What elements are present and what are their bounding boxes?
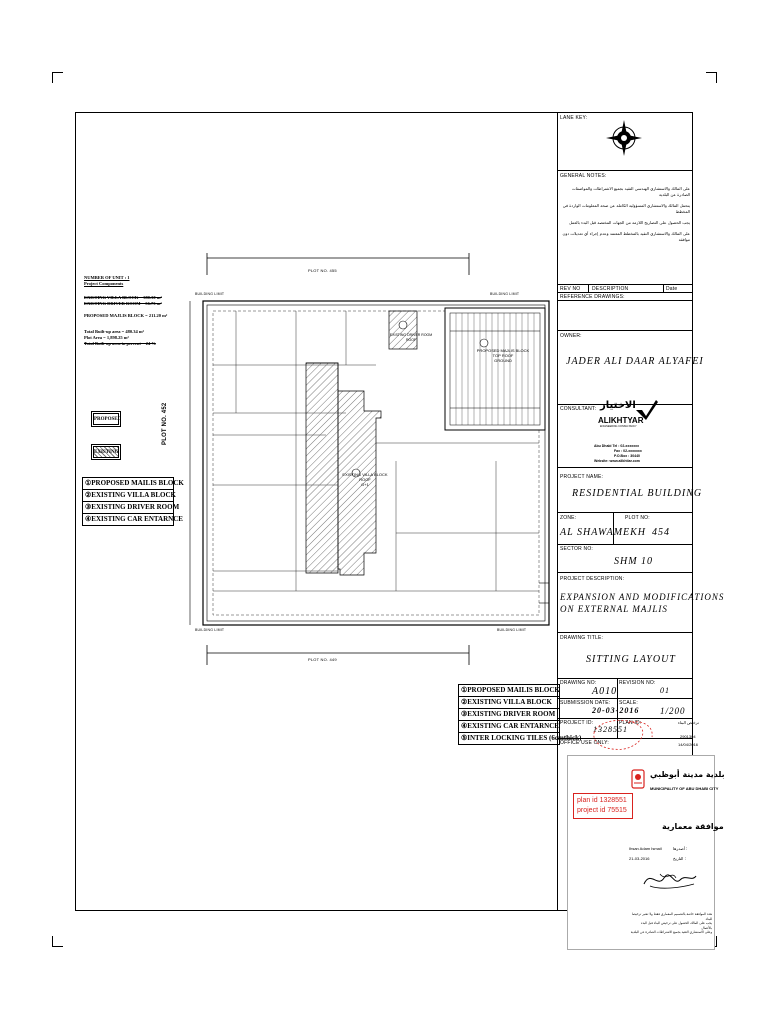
submission-date: 20-03-2016 xyxy=(592,706,640,715)
issued-label: أصدرها : xyxy=(673,846,688,851)
summary-line: Total Built-up area in percent = 24 % xyxy=(84,341,156,346)
consultant-subtitle: ENGINEERING CONSULTANCY xyxy=(600,425,637,428)
signature-icon xyxy=(640,866,700,892)
plan-project-id-box xyxy=(573,793,633,819)
villa-label-line: EXISTING VILLA BLOCK xyxy=(342,472,388,477)
scale-value: 1/200 xyxy=(660,706,686,716)
contact-line: Website: www.alikhtiar.com xyxy=(594,459,640,463)
note-line: على المالك والاستشاري الهندسي التقيد بجميع الاشتراطات والمواصفات الصادرة عن البلدية xyxy=(571,186,690,197)
drawing-no: A010 xyxy=(592,686,618,697)
crop-mark-top-left xyxy=(52,72,63,83)
note-line: يجب الحصول على التصاريح اللازمة من الجهات المختصة قبل البدء بالعمل xyxy=(569,220,690,225)
contact-line: Abu Dhabi Tel : 02-xxxxxxx xyxy=(594,444,640,448)
summary-line: EXISTING VILLA BLOCK = 380.30 m² xyxy=(84,295,162,300)
zone-value: AL SHAWAMEKH xyxy=(560,527,647,538)
approval-arabic: موافقة معمارية xyxy=(662,822,724,831)
legend-left xyxy=(82,477,184,526)
plan-id-text: plan id 1328551 xyxy=(577,797,627,804)
building-limit-label-bl: BUILDING LIMIT xyxy=(195,628,225,632)
approver-name: Ihsan Adam Ismail xyxy=(629,846,662,851)
existing-swatch xyxy=(91,444,121,460)
plot-bottom-label: PLOT NO. 449 xyxy=(308,657,337,662)
consultant-name: ALIKHTYAR xyxy=(598,416,644,425)
general-notes-label: GENERAL NOTES: xyxy=(560,173,607,179)
contact-line: Fax : 02-xxxxxxx xyxy=(614,449,642,453)
approval-date: 21-03-2016 xyxy=(629,856,650,861)
drawing-title: SITTING LAYOUT xyxy=(586,654,676,665)
drawing-title-label: DRAWING TITLE: xyxy=(560,635,604,641)
owner-label: OWNER: xyxy=(560,333,582,339)
consultant-contact xyxy=(594,444,642,464)
majlis-label-line: PROPOSED MAJLIS BLOCK xyxy=(476,348,530,353)
scale-label: SCALE: xyxy=(619,700,638,706)
project-description-label: PROJECT DESCRIPTION: xyxy=(560,576,625,582)
stamp-top-ref: 2901304 xyxy=(680,734,696,739)
description-line: EXPANSION AND MODIFICATIONS xyxy=(560,592,725,602)
plot-side-label: PLOT NO. 452 xyxy=(162,402,168,445)
plot-value: 454 xyxy=(652,527,670,538)
revision-no-label: REVISION NO: xyxy=(619,680,656,686)
summary-line: Total Built-up area = 480.34 m² xyxy=(84,329,144,334)
plan-id-label: PLAN ID: xyxy=(619,720,642,726)
municipality-english: MUNICIPALITY OF ABU DHABI CITY xyxy=(650,786,719,791)
stamp-top-label: ترخيص البناء xyxy=(678,720,699,725)
description-header: DESCRIPTION xyxy=(592,286,629,292)
legend-item: ③EXISTING DRIVER ROOM xyxy=(459,709,559,721)
footer-line: يجب على المالك الحصول على ترخيص البناء قبل البدء بالأعمال xyxy=(640,921,712,930)
reference-drawings-label: REFERENCE DRAWINGS: xyxy=(560,294,625,300)
drawing-no-label: DRAWING NO: xyxy=(560,680,597,686)
summary-line: EXISTING DRIVER ROOM = 56.73 m² xyxy=(84,301,162,306)
number-of-unit: NUMBER OF UNIT : 1 xyxy=(84,275,130,280)
building-limit-label-br: BUILDING LIMIT xyxy=(497,628,527,632)
consultant-label: CONSULTANT: xyxy=(560,406,597,412)
majlis-block-label xyxy=(468,348,538,363)
proposed-swatch xyxy=(91,411,121,427)
project-id-label: PROJECT ID: xyxy=(560,720,594,726)
plot-top-label: PLOT NO. 455 xyxy=(308,268,337,273)
owner-name: JADER ALI DAAR ALYAFEI xyxy=(566,356,704,367)
legend-item: ④EXISTING CAR ENTARNCE xyxy=(459,721,559,733)
legend-item: ⑤INTER LOCKING TILES (6cmthick) xyxy=(461,734,582,742)
project-id-text: project id 75515 xyxy=(577,807,627,814)
driver-label-line: EXISTING DRIVER ROOM xyxy=(389,333,433,337)
project-name-label: PROJECT NAME: xyxy=(560,474,604,480)
crop-mark-top-right xyxy=(706,72,717,83)
project-name: RESIDENTIAL BUILDING xyxy=(572,488,703,499)
crop-mark-bottom-left xyxy=(52,936,63,947)
existing-swatch-label: EXISTING xyxy=(93,446,119,458)
note-line: على المالك والاستشاري التقيد بالمخطط المعتمد وعدم إجراء أي تعديلات دون موافقة xyxy=(562,231,690,242)
summary-line: PROPOSED MAJLIS BLOCK = 211.20 m² xyxy=(84,313,168,318)
legend-item: ③EXISTING DRIVER ROOM xyxy=(83,502,173,514)
legend-item: ①PROPOSED MAILIS BLOCK xyxy=(459,685,559,697)
legend-item: ①PROPOSED MAILIS BLOCK xyxy=(83,478,173,490)
unit-summary xyxy=(84,275,174,347)
proposed-swatch-label: PROPOSED xyxy=(93,413,119,425)
red-annotation-scribble xyxy=(588,715,658,755)
plot-label: PLOT NO: xyxy=(625,515,650,521)
north-compass-icon xyxy=(604,118,644,158)
date-header: Date xyxy=(666,286,678,292)
description-line: ON EXTERNAL MAJLIS xyxy=(560,604,668,614)
municipality-arabic: بلدية مدينة أبوظبي xyxy=(650,770,725,779)
legend-item: ④EXISTING CAR ENTARNCE xyxy=(85,515,183,523)
footer-line: وعلى الاستشاري التقيد بجميع الاشتراطات الصادرة عن البلدية xyxy=(630,930,712,934)
revision-no: 01 xyxy=(660,686,670,695)
villa-block-label xyxy=(335,472,395,487)
project-components: Project Components xyxy=(84,281,124,286)
consultant-arabic: الاختيار xyxy=(600,400,636,411)
consultant-logo xyxy=(592,400,672,430)
footer-line: هذه الموافقة خاصة بالتصميم المعماري فقط ولا تعتبر ترخيصا للبناء xyxy=(631,912,712,921)
stamp-footer xyxy=(630,912,712,935)
key-plan-label: LANE KEY: xyxy=(560,115,588,121)
submission-date-label: SUBMISSION DATE: xyxy=(560,700,611,706)
majlis-label-line: GROUND xyxy=(494,358,512,363)
zone-label: ZONE: xyxy=(560,515,577,521)
note-line: يتحمل المالك والاستشاري المسؤولية الكاملة عن صحة المعلومات الواردة في المخطط xyxy=(562,203,690,214)
sector-label: SECTOR NO: xyxy=(560,546,594,552)
rev-no-header: REV NO xyxy=(560,286,581,292)
project-description xyxy=(560,591,724,615)
villa-label-line: ROOF xyxy=(359,477,371,482)
driver-room-label xyxy=(386,333,436,343)
legend-item: ②EXISTING VILLA BLOCK xyxy=(459,697,559,709)
municipality-emblem-icon xyxy=(628,768,648,790)
sector-value: SHM 10 xyxy=(614,556,654,567)
stamp-top-date: 14/04/2016 xyxy=(678,742,699,747)
general-notes-text xyxy=(560,186,690,243)
summary-line: Plot Area = 1,898.25 m² xyxy=(84,335,129,340)
project-id: 1328551 xyxy=(593,725,628,734)
majlis-label-line: TOP ROOF xyxy=(492,353,514,358)
legend-item: ②EXISTING VILLA BLOCK xyxy=(83,490,173,502)
building-limit-label-tl: BUILDING LIMIT xyxy=(195,292,225,296)
contact-line: P.O.Box : 30440 xyxy=(614,454,641,458)
building-limit-label-tr: BUILDING LIMIT xyxy=(490,292,520,296)
villa-label-line: G+1 xyxy=(361,482,369,487)
date-label: التاريخ : xyxy=(673,856,687,861)
driver-label-line: ROOF xyxy=(405,338,417,342)
office-use-label: OFFICE USE ONLY: xyxy=(560,740,609,746)
